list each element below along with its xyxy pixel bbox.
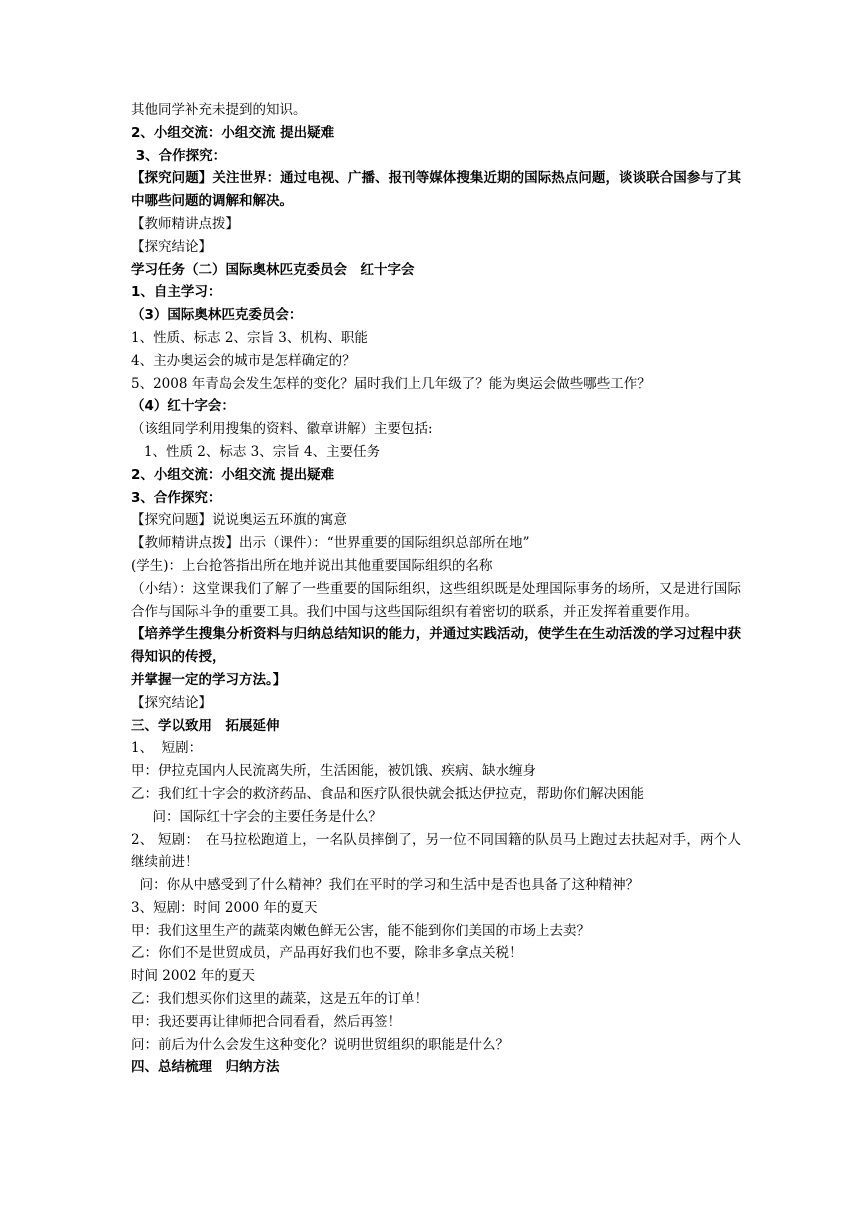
text-line: 【探究问题】关注世界：通过电视、广播、报刊等媒体搜集近期的国际热点问题，谈谈联合国参与了其中哪些问题的调解和解决。 bbox=[131, 170, 741, 210]
text-line: 学习任务（二）国际奥林匹克委员会 红十字会 bbox=[131, 261, 415, 278]
text-line: （小结）：这堂课我们了解了一些重要的国际组织，这些组织既是处理国际事务的场所，又是进行国际合作与国际斗争的重要工具。我们中国与这些国际组织有着密切的联系，并正发挥着重要作用。 bbox=[131, 580, 741, 620]
text-line: 1、 短剧： bbox=[131, 740, 203, 757]
text-line: 其他同学补充未提到的知识。 bbox=[131, 102, 307, 118]
text-line: 问：前后为什么会发生这种变化？说明世贸组织的职能是什么？ bbox=[131, 1036, 509, 1053]
text-line: 【探究结论】 bbox=[131, 694, 212, 711]
text-line: 3、合作探究： bbox=[131, 147, 227, 164]
text-line: 1、性质 2、标志 3、宗旨 4、主要任务 bbox=[131, 443, 381, 460]
text-line: 并掌握一定的学习方法。】 bbox=[131, 671, 287, 688]
text-line: 三、学以致用 拓展延伸 bbox=[131, 717, 280, 734]
text-line: 2、小组交流：小组交流 提出疑难 bbox=[131, 124, 335, 141]
text-line: 【教师精讲点拨】 bbox=[131, 215, 239, 232]
text-line: 【探究问题】说说奥运五环旗的寓意 bbox=[131, 512, 347, 529]
text-line: 甲：我还要再让律师把合同看看，然后再签！ bbox=[131, 1013, 401, 1030]
text-line: 4、主办奥运会的城市是怎样确定的？ bbox=[131, 352, 356, 369]
text-line: 3、短剧：时间 2000 年的夏天 bbox=[131, 899, 318, 916]
text-line: （该组同学利用搜集的资料、徽章讲解）主要包括: bbox=[131, 421, 433, 438]
document-body bbox=[131, 99, 741, 1079]
text-line: 【培养学生搜集分析资料与归纳总结知识的能力，并通过实践活动，使学生在生动活泼的学习过程中获得知识的传授， bbox=[131, 626, 741, 666]
text-line: 乙：我们想买你们这里的蔬菜，这是五年的订单！ bbox=[131, 991, 428, 1008]
text-line: 5、2008 年青岛会发生怎样的变化？届时我们上几年级了？能为奥运会做些哪些工作？ bbox=[131, 375, 651, 392]
text-line: 甲：伊拉克国内人民流离失所，生活困能，被饥饿、疾病、缺水缠身 bbox=[131, 763, 536, 780]
text-line: 【教师精讲点拨】出示（课件）：“世界重要的国际组织总部所在地” bbox=[131, 535, 530, 552]
text-line: 1、自主学习： bbox=[131, 284, 222, 301]
text-line: 甲：我们这里生产的蔬菜肉嫩色鲜无公害，能不能到你们美国的市场上去卖？ bbox=[131, 922, 590, 939]
text-line: 3、合作探究： bbox=[131, 489, 222, 506]
text-line: 问：你从中感受到了什么精神？我们在平时的学习和生活中是否也具备了这种精神？ bbox=[131, 877, 640, 894]
text-line: 乙：你们不是世贸成员，产品再好我们也不要，除非多拿点关税！ bbox=[131, 945, 523, 962]
text-line: 乙：我们红十字会的救济药品、食品和医疗队很快就会抵达伊拉克，帮助你们解决困能 bbox=[131, 785, 644, 802]
text-line: 四、总结梳理 归纳方法 bbox=[131, 1059, 280, 1076]
text-line: （3）国际奥林匹克委员会： bbox=[131, 307, 303, 324]
text-line: 时间 2002 年的夏天 bbox=[131, 968, 255, 985]
text-line: 1、性质、标志 2、宗旨 3、机构、职能 bbox=[131, 329, 368, 346]
text-line: 2、小组交流：小组交流 提出疑难 bbox=[131, 466, 335, 483]
text-line: 【探究结论】 bbox=[131, 238, 212, 255]
text-line: (学生)：上台抢答指出所在地并说出其他重要国际组织的名称 bbox=[131, 557, 493, 574]
text-line: （4）红十字会： bbox=[131, 398, 235, 415]
text-line: 2、 短剧： 在马拉松跑道上，一名队员摔倒了，另一位不同国籍的队员马上跑过去扶起对手，两个人继续前进！ bbox=[131, 831, 741, 871]
text-line: 问：国际红十字会的主要任务是什么？ bbox=[131, 808, 382, 825]
